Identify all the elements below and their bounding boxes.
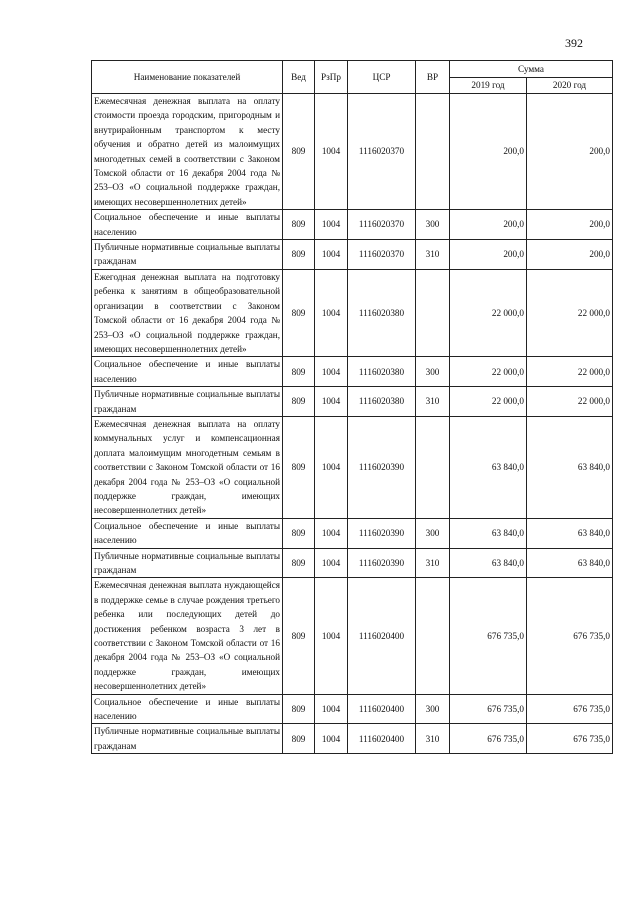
row-amount-2020: 200,0 [527, 210, 613, 240]
row-csr: 1116020390 [348, 548, 416, 578]
header-rzpr: РзПр [315, 61, 348, 94]
table-row [92, 357, 613, 387]
row-amount-2020: 22 000,0 [527, 357, 613, 387]
table-row [92, 694, 613, 724]
header-name: Наименование показателей [92, 61, 283, 94]
row-amount-2019: 63 840,0 [450, 416, 527, 518]
row-name: Социальное обеспечение и иные выплаты населению [92, 694, 283, 724]
table-row [92, 416, 613, 518]
row-csr: 1116020400 [348, 578, 416, 694]
row-ved: 809 [283, 94, 315, 210]
table-row [92, 240, 613, 270]
row-name: Публичные нормативные социальные выплаты гражданам [92, 387, 283, 417]
row-csr: 1116020400 [348, 724, 416, 754]
row-name: Публичные нормативные социальные выплаты гражданам [92, 724, 283, 754]
row-vr: 300 [416, 694, 450, 724]
row-ved: 809 [283, 578, 315, 694]
row-ved: 809 [283, 548, 315, 578]
row-rzpr: 1004 [315, 240, 348, 270]
header-csr: ЦСР [348, 61, 416, 94]
table-row [92, 578, 613, 694]
row-vr: 310 [416, 240, 450, 270]
row-amount-2020: 63 840,0 [527, 518, 613, 548]
row-csr: 1116020390 [348, 416, 416, 518]
row-rzpr: 1004 [315, 269, 348, 356]
row-ved: 809 [283, 269, 315, 356]
row-ved: 809 [283, 210, 315, 240]
row-vr [416, 578, 450, 694]
row-amount-2020: 22 000,0 [527, 387, 613, 417]
row-name: Ежемесячная денежная выплата на оплату стоимости проезда городским, пригородным и внутрирайонным транспортом к месту обучения и обратно детей из малоимущих многодетных семей в соответствии с Законом Томской области от 16 декабря 2004 года № 253–ОЗ «О социальной поддержке граждан, имеющих несовершеннолетних детей» [92, 94, 283, 210]
row-rzpr: 1004 [315, 724, 348, 754]
page-number: 392 [565, 36, 583, 50]
row-vr: 310 [416, 387, 450, 417]
budget-table [91, 60, 613, 754]
table-body [92, 94, 613, 754]
row-vr: 310 [416, 724, 450, 754]
row-amount-2019: 676 735,0 [450, 578, 527, 694]
row-csr: 1116020380 [348, 357, 416, 387]
table-row [92, 548, 613, 578]
row-amount-2019: 63 840,0 [450, 518, 527, 548]
table-row [92, 269, 613, 356]
row-amount-2019: 676 735,0 [450, 724, 527, 754]
row-amount-2020: 22 000,0 [527, 269, 613, 356]
row-amount-2019: 22 000,0 [450, 357, 527, 387]
row-amount-2020: 63 840,0 [527, 548, 613, 578]
row-amount-2020: 676 735,0 [527, 694, 613, 724]
row-ved: 809 [283, 694, 315, 724]
row-name: Публичные нормативные социальные выплаты гражданам [92, 548, 283, 578]
row-ved: 809 [283, 724, 315, 754]
row-name: Ежегодная денежная выплата на подготовку ребенка к занятиям в общеобразовательной организации в соответствии с Законом Томской области от 16 декабря 2004 года № 253–ОЗ «О социальной поддержке граждан, имеющих несовершеннолетних детей» [92, 269, 283, 356]
row-ved: 809 [283, 387, 315, 417]
row-csr: 1116020380 [348, 269, 416, 356]
row-rzpr: 1004 [315, 357, 348, 387]
row-name: Ежемесячная денежная выплата на оплату коммунальных услуг и компенсационная доплата малоимущим многодетным семьям в соответствии с Законом Томской области от 16 декабря 2004 года № 253–ОЗ «О социальной поддержке граждан, имеющих несовершеннолетних детей» [92, 416, 283, 518]
row-amount-2019: 63 840,0 [450, 548, 527, 578]
row-rzpr: 1004 [315, 518, 348, 548]
row-amount-2020: 676 735,0 [527, 578, 613, 694]
header-ved: Вед [283, 61, 315, 94]
row-csr: 1116020380 [348, 387, 416, 417]
row-csr: 1116020390 [348, 518, 416, 548]
row-rzpr: 1004 [315, 210, 348, 240]
row-csr: 1116020370 [348, 240, 416, 270]
table-header [92, 61, 613, 94]
table-row [92, 210, 613, 240]
row-amount-2019: 200,0 [450, 210, 527, 240]
table-row [92, 94, 613, 210]
header-vr: ВР [416, 61, 450, 94]
table-row [92, 387, 613, 417]
header-year-2019: 2019 год [450, 77, 527, 93]
header-sum: Сумма [450, 61, 613, 78]
row-amount-2020: 200,0 [527, 240, 613, 270]
row-vr: 300 [416, 357, 450, 387]
row-ved: 809 [283, 240, 315, 270]
row-name: Социальное обеспечение и иные выплаты населению [92, 210, 283, 240]
row-csr: 1116020370 [348, 210, 416, 240]
row-csr: 1116020370 [348, 94, 416, 210]
row-rzpr: 1004 [315, 578, 348, 694]
row-vr: 300 [416, 210, 450, 240]
row-vr: 300 [416, 518, 450, 548]
row-amount-2020: 200,0 [527, 94, 613, 210]
row-amount-2019: 200,0 [450, 240, 527, 270]
row-rzpr: 1004 [315, 94, 348, 210]
row-name: Социальное обеспечение и иные выплаты населению [92, 357, 283, 387]
header-year-2020: 2020 год [527, 77, 613, 93]
row-vr [416, 269, 450, 356]
row-vr [416, 94, 450, 210]
row-name: Ежемесячная денежная выплата нуждающейся в поддержке семье в случае рождения третьего ребенка или последующих детей до достижения ребенком возраста 3 лет в соответствии с Законом Томской области от 16 декабря 2004 года № 253–ОЗ «О социальной поддержке граждан, имеющих несовершеннолетних детей» [92, 578, 283, 694]
row-amount-2020: 63 840,0 [527, 416, 613, 518]
row-name: Публичные нормативные социальные выплаты гражданам [92, 240, 283, 270]
row-amount-2020: 676 735,0 [527, 724, 613, 754]
row-csr: 1116020400 [348, 694, 416, 724]
row-amount-2019: 200,0 [450, 94, 527, 210]
row-rzpr: 1004 [315, 694, 348, 724]
row-rzpr: 1004 [315, 387, 348, 417]
row-vr [416, 416, 450, 518]
row-vr: 310 [416, 548, 450, 578]
row-ved: 809 [283, 518, 315, 548]
row-rzpr: 1004 [315, 548, 348, 578]
row-amount-2019: 22 000,0 [450, 387, 527, 417]
row-ved: 809 [283, 416, 315, 518]
table-row [92, 724, 613, 754]
row-amount-2019: 22 000,0 [450, 269, 527, 356]
row-name: Социальное обеспечение и иные выплаты населению [92, 518, 283, 548]
table-row [92, 518, 613, 548]
row-amount-2019: 676 735,0 [450, 694, 527, 724]
row-rzpr: 1004 [315, 416, 348, 518]
row-ved: 809 [283, 357, 315, 387]
